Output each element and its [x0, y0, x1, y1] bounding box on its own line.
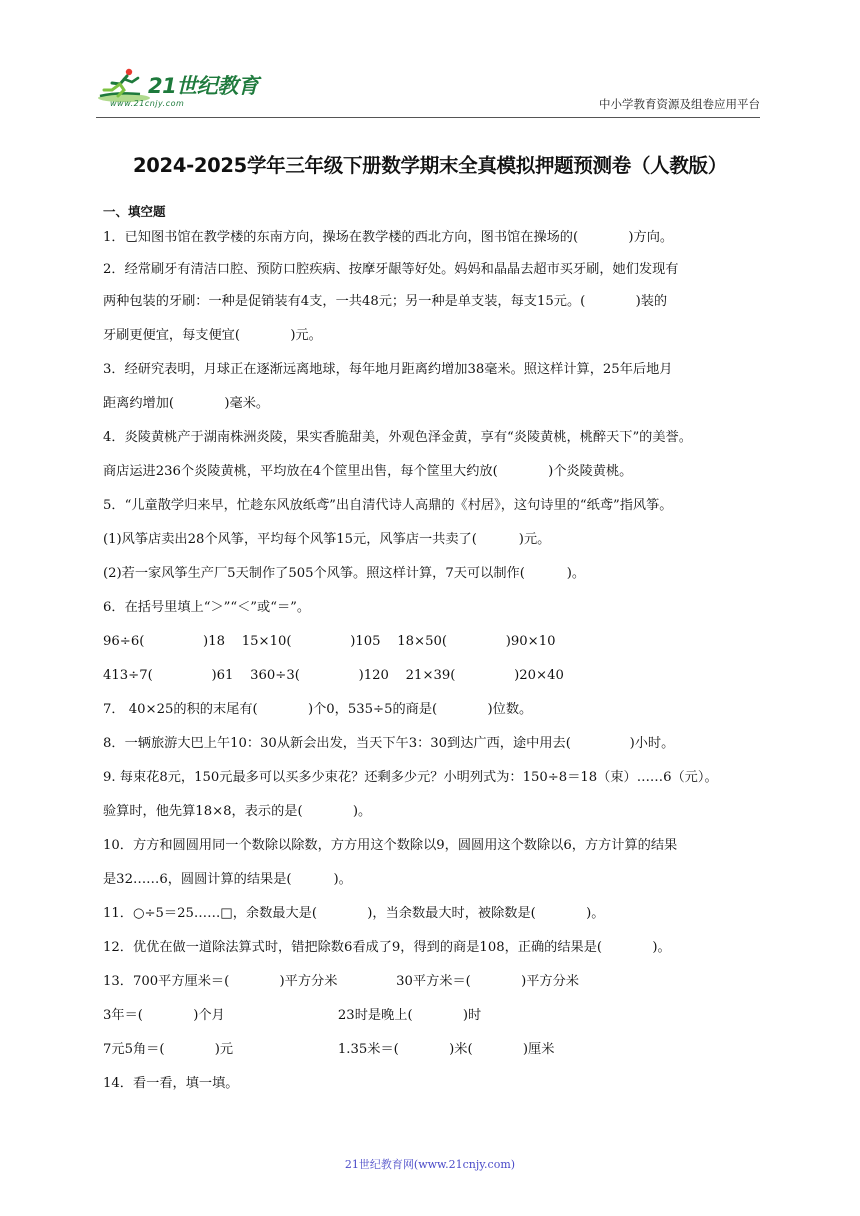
- text-line: 2．经常刷牙有清洁口腔、预防口腔疾病、按摩牙龈等好处。妈妈和晶晶去超市买牙刷，她们发现有: [103, 262, 679, 277]
- text-line: 10．方方和圆圆用同一个数除以除数，方方用这个数除以9，圆圆用这个数除以6，方方计算的结果: [103, 838, 678, 853]
- page-title: 2024-2025学年三年级下册数学期末全真模拟押题预测卷（人教版）: [133, 154, 727, 177]
- text-line: 14．看一看，填一填。: [103, 1076, 239, 1091]
- text-line: 96÷6( )18 15×10( )105 18×50( )90×10: [103, 634, 556, 649]
- logo-url: www.21cnjy.com: [110, 99, 185, 108]
- text-line: (2)若一家风筝生产厂5天制作了505个风筝。照这样计算，7天可以制作( )。: [103, 566, 586, 581]
- text-line: 13．700平方厘米＝( )平方分米 30平方米＝( )平方分米: [103, 974, 579, 989]
- text-line: 7元5角＝( )元 1.35米＝( )米( )厘米: [103, 1042, 555, 1057]
- text-line: 7． 40×25的积的末尾有( )个0，535÷5的商是( )位数。: [103, 702, 533, 717]
- logo-text: 21世纪教育: [148, 74, 259, 98]
- logo: [96, 64, 266, 114]
- text-line: (1)风筝店卖出28个风筝，平均每个风筝15元，风筝店一共卖了( )元。: [103, 532, 551, 547]
- text-line: 9. 每束花8元，150元最多可以买多少束花？还剩多少元？小明列式为：150÷8＝18（束）……6（元）。: [103, 770, 718, 785]
- text-line: 5．“儿童散学归来早，忙趁东风放纸鸢”出自清代诗人高鼎的《村居》，这句诗里的“纸鸢”指风筝。: [103, 498, 673, 513]
- page-header: [96, 64, 760, 114]
- section-title: 一、填空题: [103, 204, 166, 219]
- text-line: 是32……6，圆圆计算的结果是( )。: [103, 872, 352, 887]
- text-line: 验算时，他先算18×8，表示的是( )。: [103, 804, 372, 819]
- text-line: 距离约增加( )毫米。: [103, 396, 270, 411]
- header-divider: [96, 117, 760, 118]
- text-line: 1．已知图书馆在教学楼的东南方向，操场在教学楼的西北方向，图书馆在操场的( )方向。: [103, 230, 674, 245]
- text-line: 商店运进236个炎陵黄桃，平均放在4个筐里出售，每个筐里大约放( )个炎陵黄桃。: [103, 464, 633, 479]
- text-line: 6．在括号里填上“＞”“＜”或“＝”。: [103, 600, 311, 615]
- text-line: 牙刷更便宜，每支便宜( )元。: [103, 328, 322, 343]
- platform-caption: 中小学教育资源及组卷应用平台: [599, 97, 760, 111]
- text-line: 12．优优在做一道除法算式时，错把除数6看成了9，得到的商是108，正确的结果是( )。: [103, 940, 671, 955]
- text-line: 3年＝( )个月 23时是晚上( )时: [103, 1008, 482, 1023]
- page-footer: 21世纪教育网(www.21cnjy.com): [344, 1158, 516, 1171]
- text-line: 4．炎陵黄桃产于湖南株洲炎陵，果实香脆甜美，外观色泽金黄，享有“炎陵黄桃，桃醉天下”的美誉。: [103, 430, 692, 445]
- text-line: 两种包装的牙刷：一种是促销装有4支，一共48元；另一种是单支装，每支15元。( )装的: [103, 294, 668, 309]
- text-line: 413÷7( )61 360÷3( )120 21×39( )20×40: [103, 668, 564, 683]
- text-line: 8．一辆旅游大巴上午10：30从新会出发，当天下午3：30到达广西，途中用去( )小时。: [103, 736, 675, 751]
- text-line: 3．经研究表明，月球正在逐渐远离地球，每年地月距离约增加38毫米。照这样计算，25年后地月: [103, 362, 673, 377]
- text-line: 11．○÷5＝25……□，余数最大是( )，当余数最大时，被除数是( )。: [103, 906, 605, 921]
